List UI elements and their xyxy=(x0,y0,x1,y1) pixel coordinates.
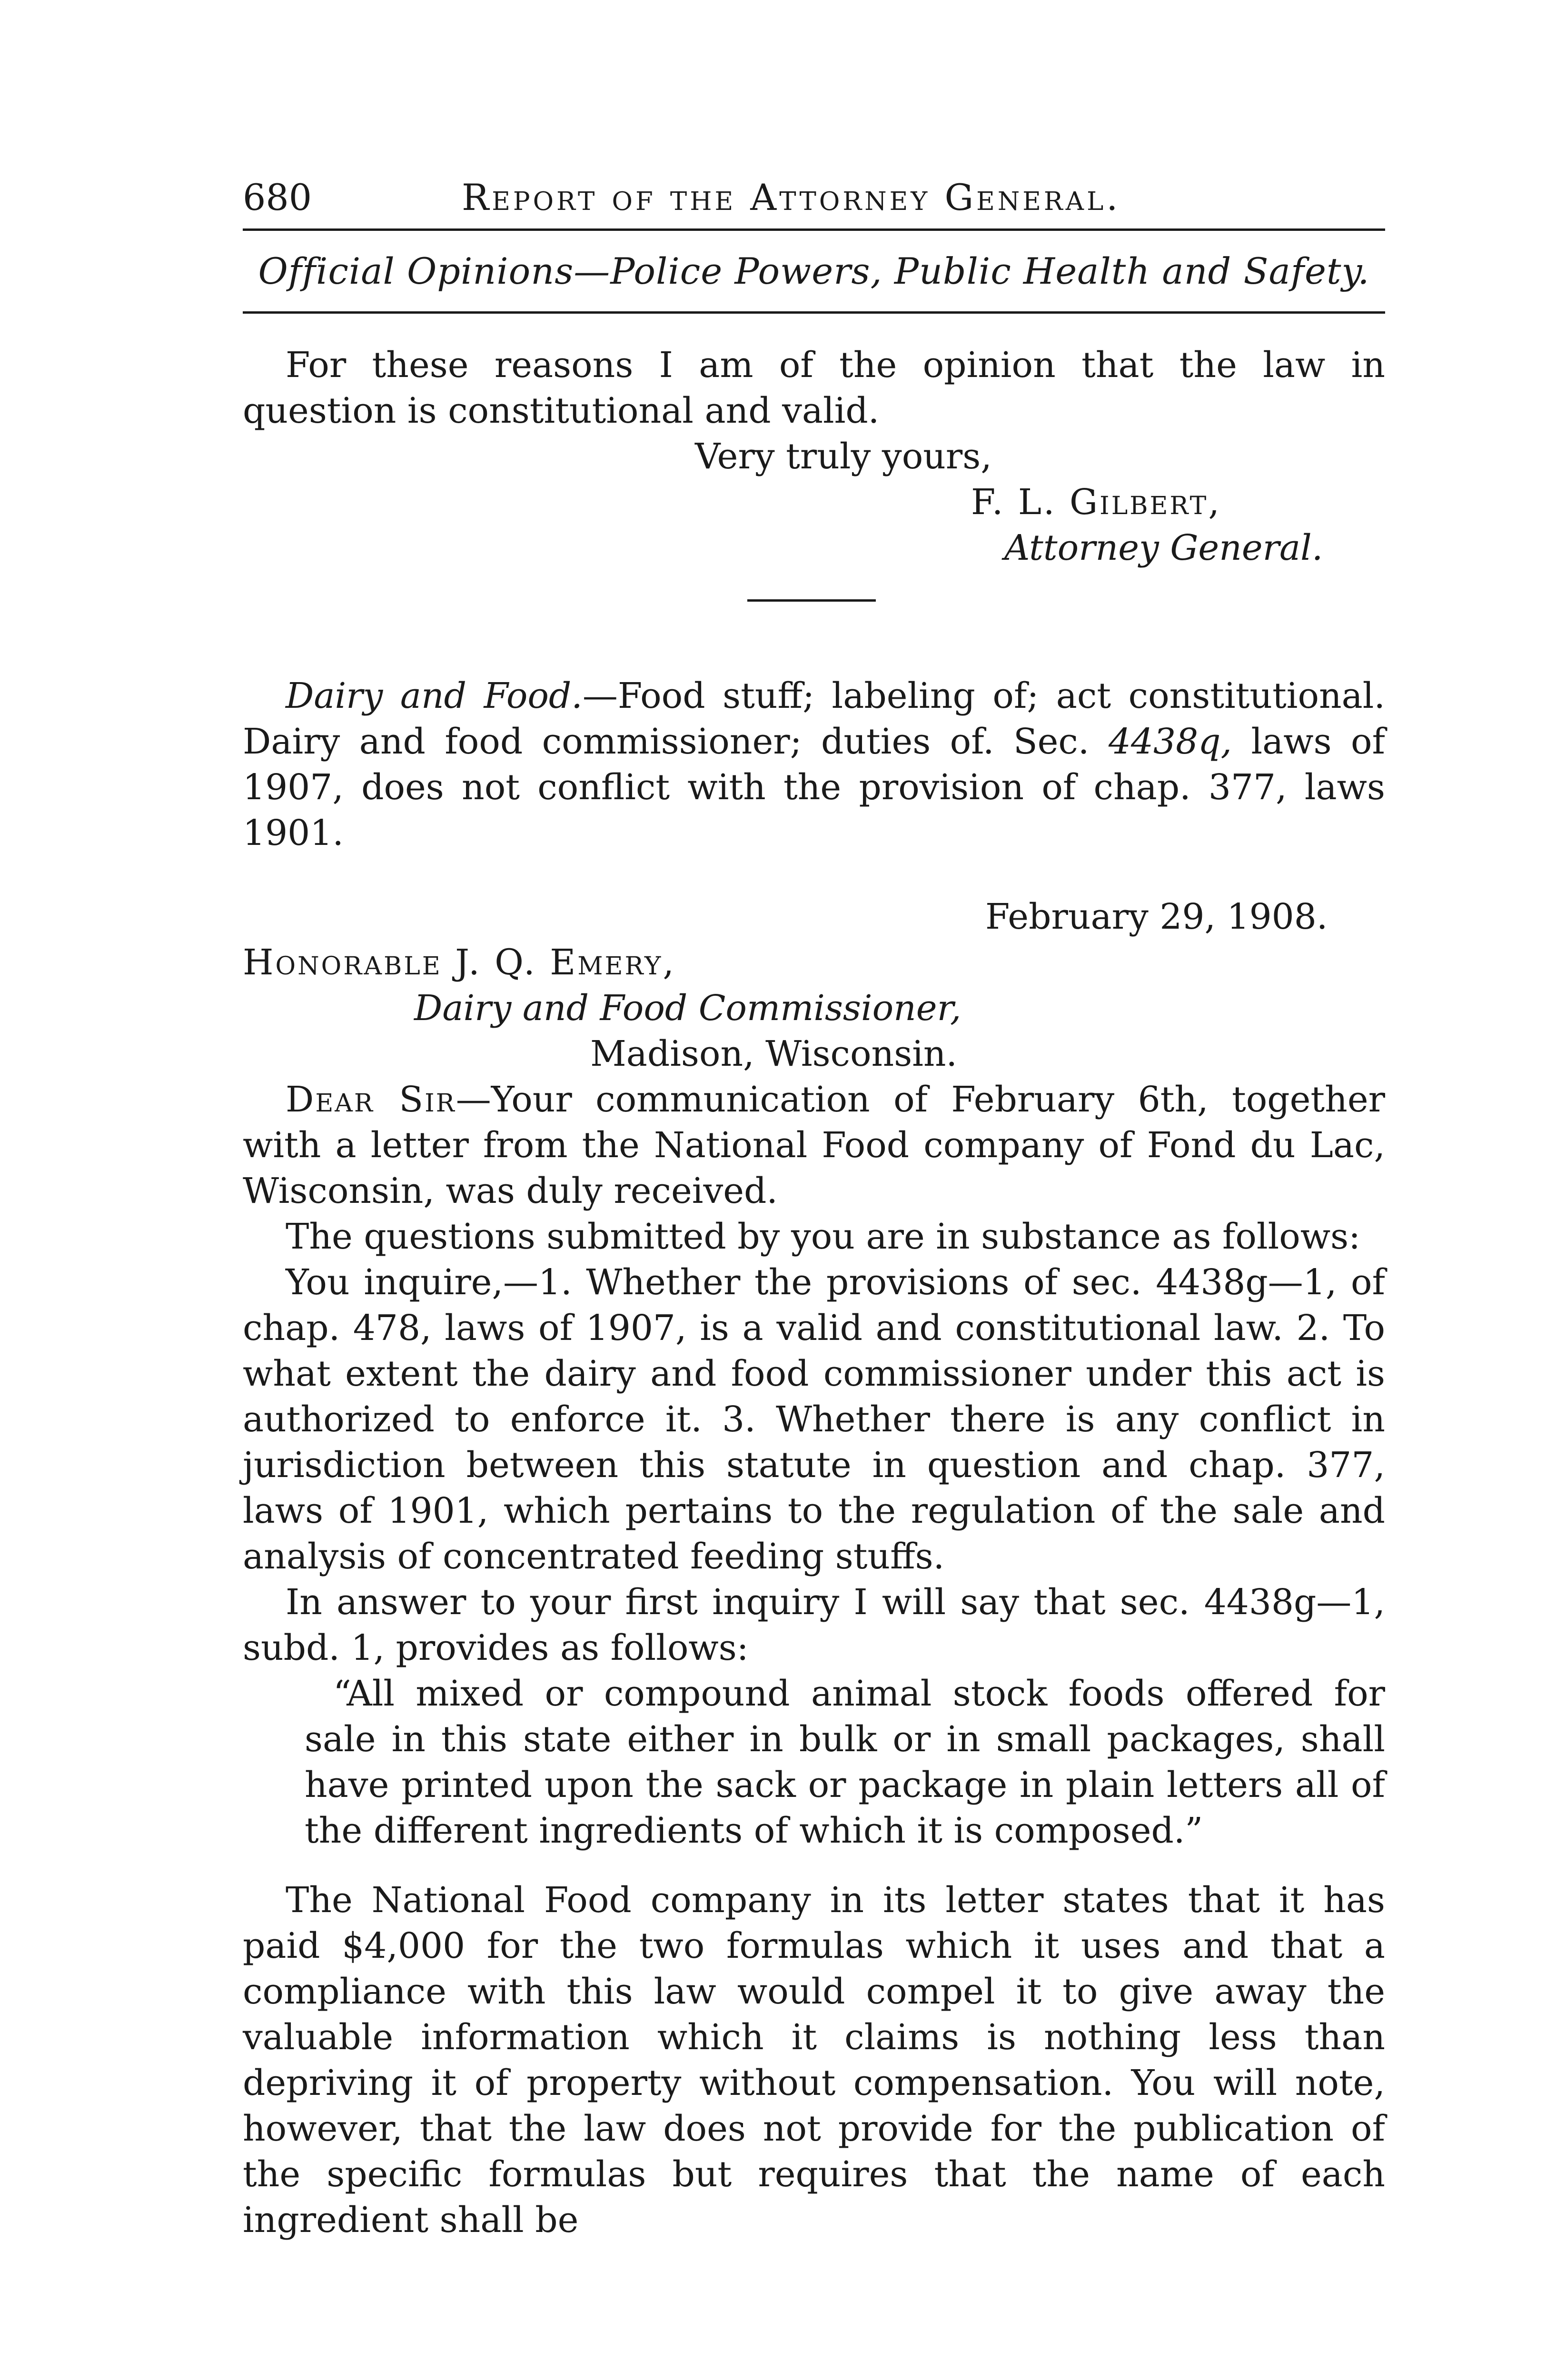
running-head xyxy=(243,171,1385,228)
paragraph-2: The questions submitted by you are in substance as follows: xyxy=(286,1216,1361,1257)
syllabus-topic: Dairy and Food. xyxy=(286,675,583,716)
page-number: 680 xyxy=(243,176,312,218)
addressee-place: Madison, Wisconsin. xyxy=(590,1033,958,1074)
section-title: Official Opinions—Police Powers, Public Health and Safety. xyxy=(258,250,1370,292)
signer-title: Attorney General. xyxy=(1004,527,1323,568)
closing-paragraph: For these reasons I am of the opinion that the law in question is constitutional and valid. xyxy=(243,345,1385,431)
addressee-title: Dairy and Food Commissioner, xyxy=(414,988,961,1029)
addressee-name: Honorable J. Q. Emery, xyxy=(243,942,676,983)
running-title: Report of the Attorney General. xyxy=(462,176,1121,218)
syllabus xyxy=(243,673,1385,856)
paragraph-1-text: —Your communication of February 6th, together with a letter from the National Food company of Fond du Lac, Wisconsin, was duly received. xyxy=(243,1079,1385,1211)
separator-rule xyxy=(747,599,876,602)
syllabus-text-2: laws of 1907, does not conflict with the provision of chap. 377, laws 1901. xyxy=(243,721,1385,853)
paragraph-1 xyxy=(243,1077,1385,1214)
signer-name xyxy=(243,479,1385,525)
syllabus-secref: 4438q, xyxy=(1108,721,1232,762)
salutation: Dear Sir xyxy=(286,1079,456,1120)
page xyxy=(243,171,1385,2243)
statute-quote-text: “All mixed or compound animal stock foods offered for sale in this state either in bulk or in small packages, shall have printed upon the sack or package in plain letters all of the different ingredients of which it is composed.” xyxy=(305,1673,1385,1851)
syllabus-text-1: —Food stuff; labeling of; act constitutional. Dairy and food commissioner; duties of. Sec. xyxy=(243,675,1385,762)
valediction: Very truly yours, xyxy=(695,436,992,477)
paragraph-4: In answer to your first inquiry I will say that sec. 4438g—1, subd. 1, provides as follows: xyxy=(243,1582,1385,1668)
paragraph-3: You inquire,—1. Whether the provisions of sec. 4438g—1, of chap. 478, laws of 1907, is a valid and constitutional law. 2. To what extent the dairy and food commissioner under this act is authorized to enforce it. 3. Whether there is any conflict in jurisdiction between this statute in question and chap. 377, laws of 1901, which pertains to the regulation of the sale and analysis of concentrated feeding stuffs. xyxy=(243,1262,1385,1577)
paragraph-5: The National Food company in its letter states that it has paid $4,000 for the two formulas which it uses and that a compliance with this law would compel it to give away the valuable information which it claims is nothing less than depriving it of property without compensation. You will note, however, that the law does not provide for the publication of the specific formulas but requires that the name of each ingredient shall be xyxy=(243,1880,1385,2241)
letter-date: February 29, 1908. xyxy=(985,896,1328,937)
statute-quote xyxy=(305,1671,1385,1854)
signer-name-text: F. L. Gilbert, xyxy=(971,482,1221,523)
